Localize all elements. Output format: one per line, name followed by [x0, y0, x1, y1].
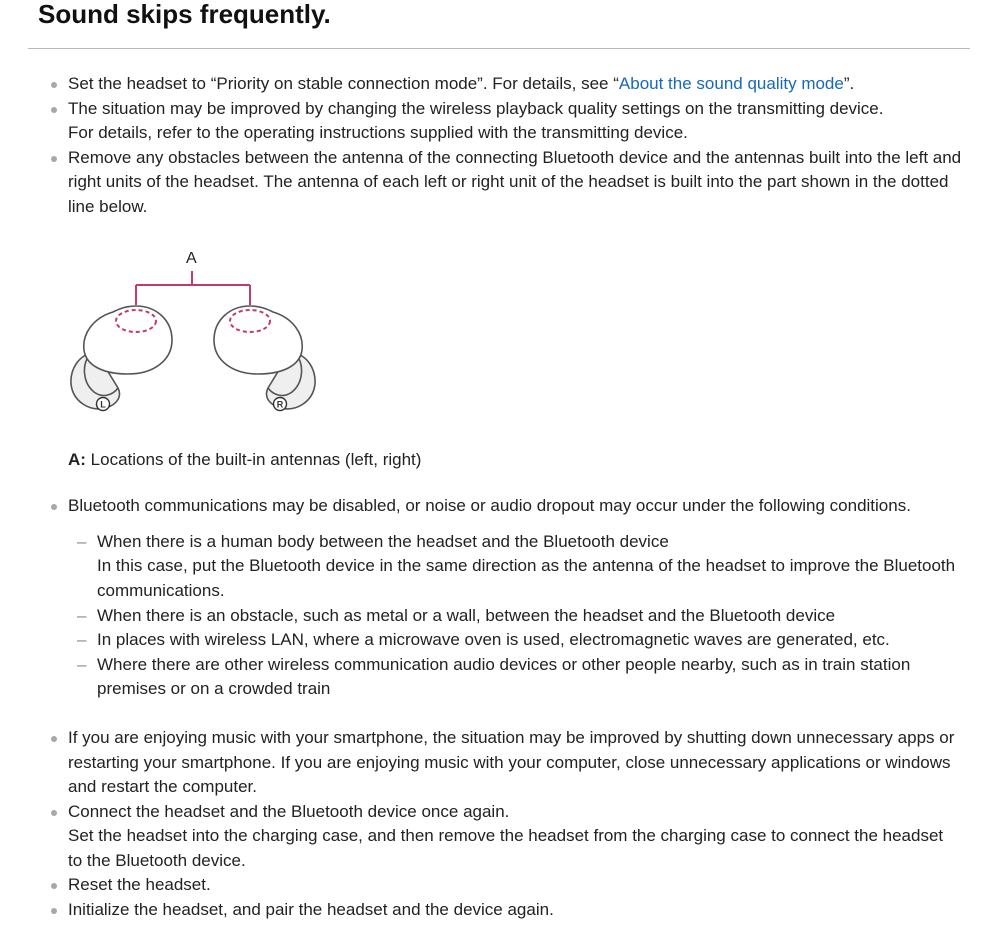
- right-earbud: [214, 306, 315, 409]
- sublist-item-text: In this case, put the Bluetooth device in the same direction as the antenna of the headset to improve the Bluetooth communications.: [97, 556, 956, 600]
- list-item: [0, 72, 992, 97]
- list-item-text: For details, refer to the operating instructions supplied with the transmitting device.: [68, 123, 688, 143]
- page-title: Sound skips frequently.: [38, 0, 331, 29]
- figure-label-a: A: [186, 249, 197, 267]
- list-item-text: Set the headset into the charging case, and then remove the headset from the charging case to connect the headset to the Bluetooth device.: [68, 826, 944, 870]
- caption-label: A:: [68, 449, 86, 469]
- list-item: [0, 726, 992, 800]
- sublist-item: [68, 604, 962, 629]
- list-item-text: Initialize the headset, and pair the headset and the device again.: [68, 900, 554, 920]
- article-body: [0, 72, 992, 923]
- sublist-item-text: In places with wireless LAN, where a microwave oven is used, electromagnetic waves are generated, etc.: [97, 630, 890, 650]
- caption-text: Locations of the built-in antennas (left, right): [85, 449, 422, 469]
- antenna-illustration: [68, 242, 318, 432]
- title-divider: [28, 48, 970, 49]
- left-marker-text: L: [100, 399, 106, 410]
- list-item-text: Remove any obstacles between the antenna of the connecting Bluetooth device and the antennas built into the left and right units of the headset. The antenna of each left or right unit of the headset is built into the part shown in the dotted line below.: [68, 147, 962, 216]
- list-item: [0, 800, 992, 874]
- earbuds-illustration: [68, 242, 318, 432]
- list-item-text: Set the headset to “Priority on stable connection mode”. For details, see “: [68, 74, 619, 93]
- figure-caption: [68, 448, 992, 473]
- list-item-text: Bluetooth communications may be disabled, or noise or audio dropout may occur under the following conditions.: [68, 496, 911, 516]
- list-item-text: Reset the headset.: [68, 875, 211, 895]
- list-item-text: ”.: [843, 74, 855, 93]
- list-item: [0, 898, 992, 923]
- sublist-item-text: When there is a human body between the headset and the Bluetooth device: [97, 531, 669, 551]
- list-item: [0, 146, 992, 220]
- sublist-item: [68, 628, 962, 653]
- list-item-text: Connect the headset and the Bluetooth device once again.: [68, 801, 510, 821]
- list-item: [0, 494, 992, 702]
- list-item-text: If you are enjoying music with your smartphone, the situation may be improved by shutting down unnecessary apps or restarting your smartphone. If you are enjoying music with your computer, close unnecessary applications or windows and restart the computer.: [68, 727, 955, 797]
- bullet-list-top: [0, 72, 992, 220]
- sublist-item: [68, 653, 962, 702]
- sound-quality-mode-link[interactable]: About the sound quality mode: [618, 74, 844, 93]
- right-marker-text: R: [276, 399, 284, 410]
- condition-sublist: [68, 530, 962, 702]
- list-item: [0, 873, 992, 898]
- sublist-item-text: When there is an obstacle, such as metal or a wall, between the headset and the Bluetooth device: [97, 605, 836, 625]
- list-item: [0, 97, 992, 146]
- bullet-list-bottom: [0, 726, 992, 923]
- list-item-text: The situation may be improved by changing the wireless playback quality settings on the transmitting device.: [68, 98, 884, 118]
- bullet-list-conditions: [0, 494, 992, 702]
- sublist-item-text: Where there are other wireless communication audio devices or other people nearby, such as in train station premises or on a crowded train: [97, 654, 911, 699]
- sublist-item: [68, 530, 962, 604]
- antenna-leader-lines: [136, 271, 250, 305]
